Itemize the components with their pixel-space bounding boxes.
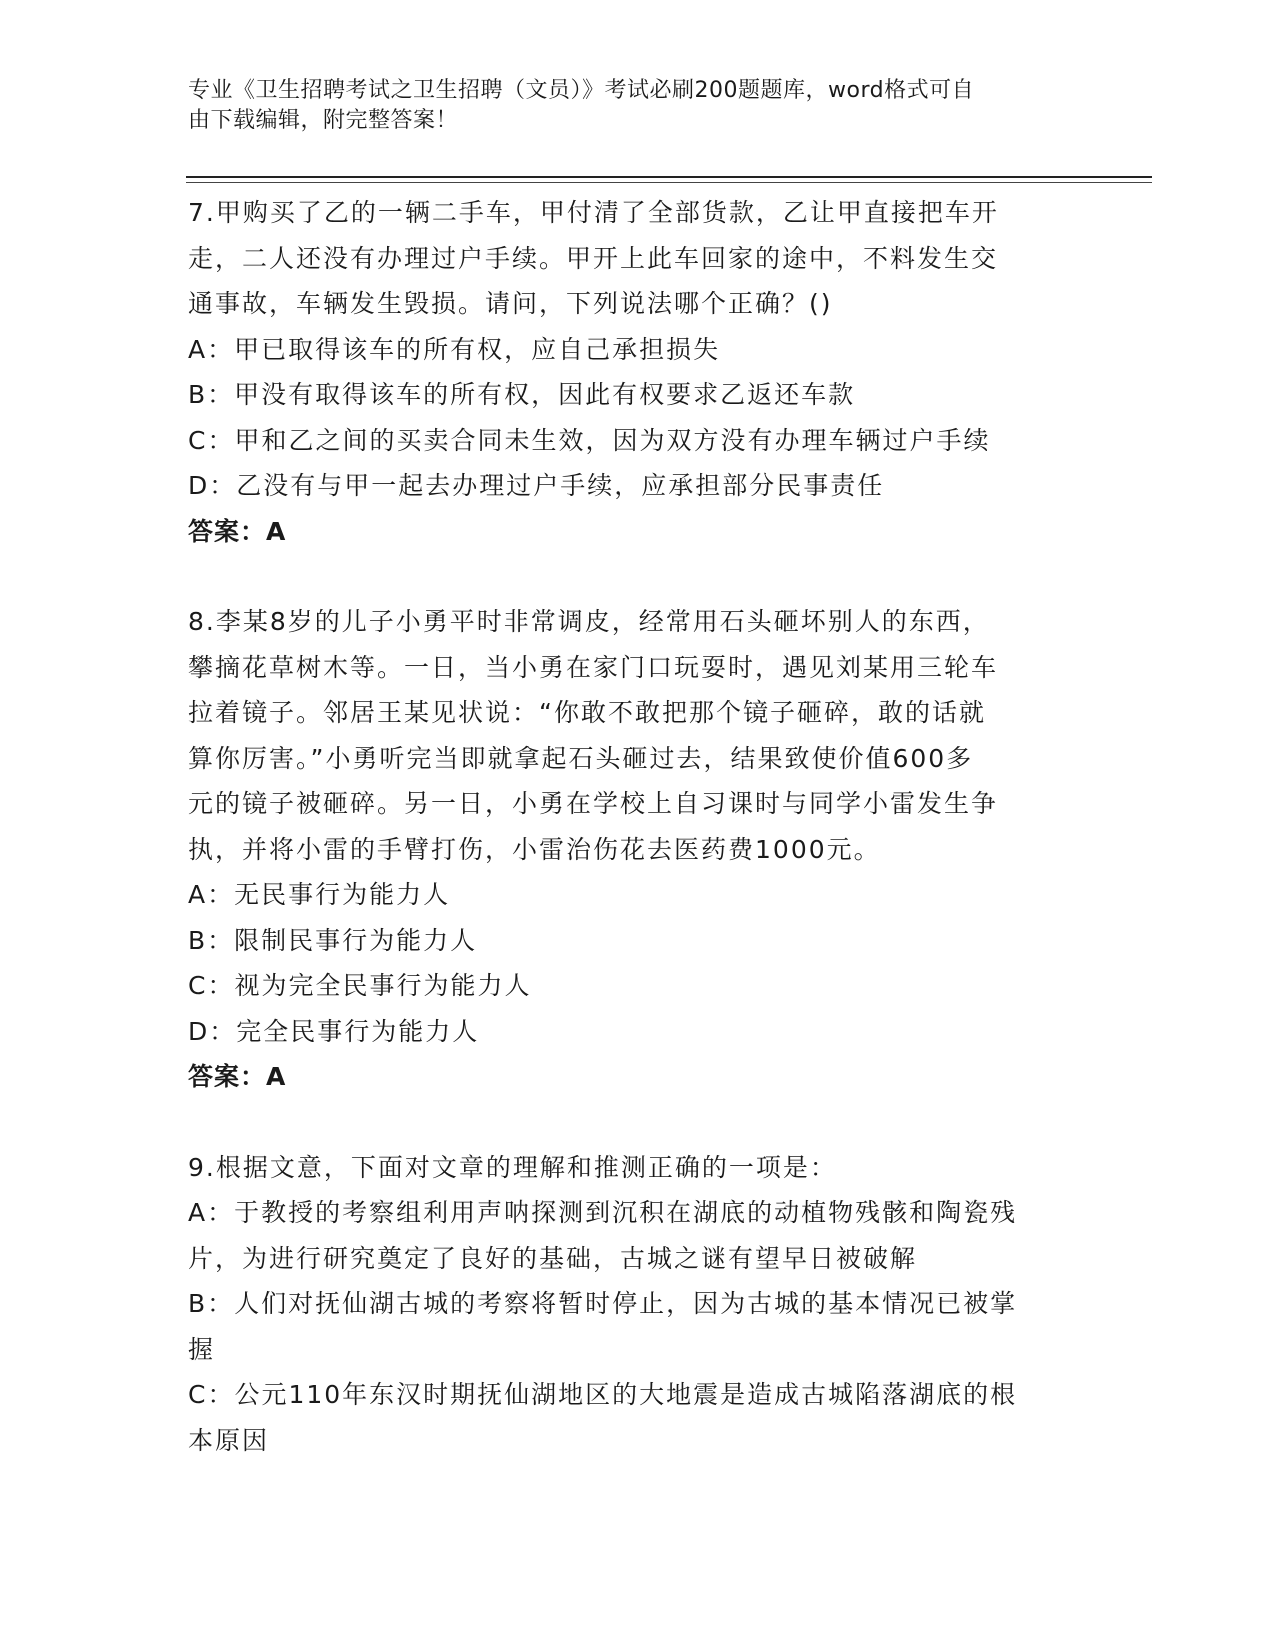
option-line: D：完全民事行为能力人 xyxy=(188,1016,480,1046)
question-block xyxy=(188,599,1088,1100)
header-title-line-2: 由下载编辑，附完整答案！ xyxy=(188,108,459,133)
option-line: A：甲已取得该车的所有权，应自己承担损失 xyxy=(188,334,721,364)
question-stem-line: 7.甲购买了乙的一辆二手车，甲付清了全部货款，乙让甲直接把车开 xyxy=(188,198,999,227)
question-stem-line: 拉着镜子。邻居王某见状说：“你敢不敢把那个镜子砸碎，敢的话就 xyxy=(188,698,986,727)
option-line: C：视为完全民事行为能力人 xyxy=(188,971,532,1000)
option-line: 握 xyxy=(188,1334,216,1364)
option-line: C：公元110年东汉时期抚仙湖地区的大地震是造成古城陷落湖底的根 xyxy=(188,1380,1018,1409)
answer-label: 答案：A xyxy=(188,516,287,546)
question-stem-line: 攀摘花草树木等。一日，当小勇在家门口玩耍时，遇见刘某用三轮车 xyxy=(188,652,999,682)
question-stem-line: 算你厉害。”小勇听完当即就拿起石头砸过去，结果致使价值600多 xyxy=(188,743,974,773)
header-divider-thin xyxy=(186,182,1152,183)
question-block xyxy=(188,1145,1088,1464)
document-header xyxy=(188,76,1068,136)
question-stem-line: 走，二人还没有办理过户手续。甲开上此车回家的途中，不料发生交 xyxy=(188,243,999,273)
option-line: 片，为进行研究奠定了良好的基础，古城之谜有望早日被破解 xyxy=(188,1243,918,1273)
option-line: A：于教授的考察组利用声呐探测到沉积在湖底的动植物残骸和陶瓷残 xyxy=(188,1198,1018,1227)
question-stem-line: 元的镜子被砸碎。另一日，小勇在学校上自习课时与同学小雷发生争 xyxy=(188,789,999,818)
option-line: B：限制民事行为能力人 xyxy=(188,925,478,955)
option-line: A：无民事行为能力人 xyxy=(188,880,451,909)
option-line: C：甲和乙之间的买卖合同未生效，因为双方没有办理车辆过户手续 xyxy=(188,425,991,455)
header-divider-thick xyxy=(186,176,1152,178)
header-title-line-1: 专业《卫生招聘考试之卫生招聘（文员）》考试必刷200题题库，word格式可自 xyxy=(188,78,975,103)
question-stem-line: 9.根据文意，下面对文章的理解和推测正确的一项是： xyxy=(188,1152,837,1182)
option-line: B：人们对抚仙湖古城的考察将暂时停止，因为古城的基本情况已被掌 xyxy=(188,1289,1018,1318)
question-stem-line: 8.李某8岁的儿子小勇平时非常调皮，经常用石头砸坏别人的东西， xyxy=(188,607,990,636)
answer-label: 答案：A xyxy=(188,1062,287,1091)
option-line: 本原因 xyxy=(188,1425,270,1455)
option-line: B：甲没有取得该车的所有权，因此有权要求乙返还车款 xyxy=(188,380,856,409)
question-stem-line: 通事故，车辆发生毁损。请问，下列说法哪个正确？() xyxy=(188,289,833,318)
option-line: D：乙没有与甲一起去办理过户手续，应承担部分民事责任 xyxy=(188,471,885,500)
question-stem-line: 执，并将小雷的手臂打伤，小雷治伤花去医药费1000元。 xyxy=(188,834,881,864)
question-block xyxy=(188,190,1088,554)
question-list xyxy=(188,190,1088,1508)
